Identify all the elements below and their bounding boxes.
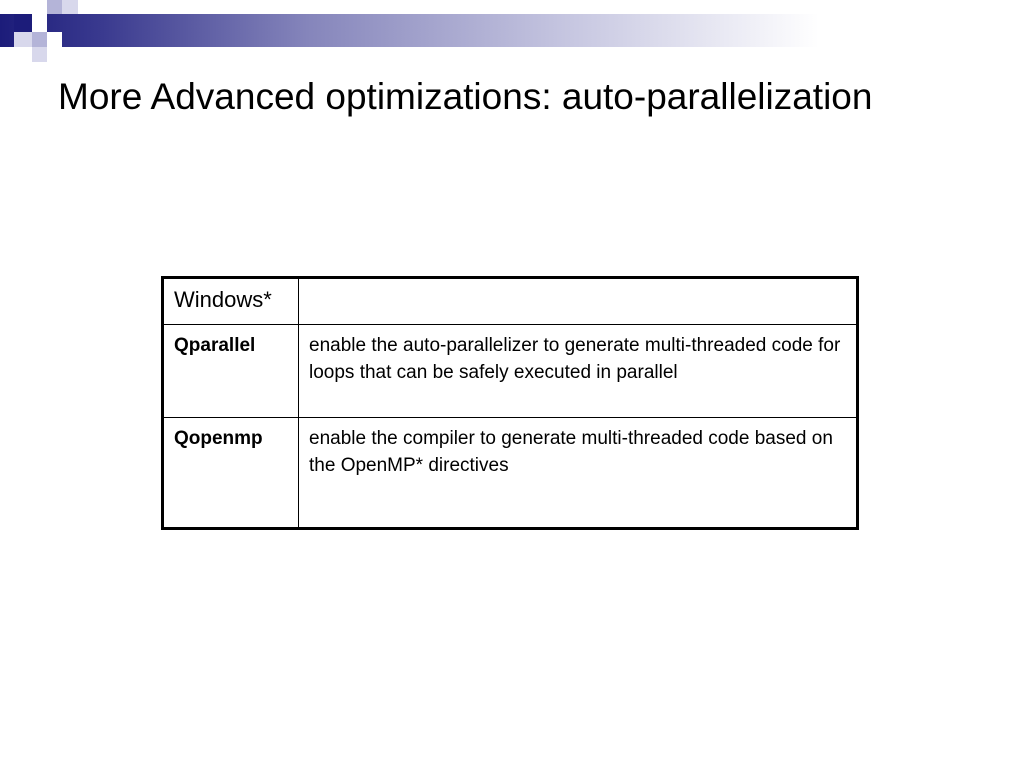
- decor-square-5: [32, 32, 47, 47]
- gradient-bar: [0, 14, 1024, 47]
- header-cell-platform: Windows*: [163, 278, 299, 325]
- table-row: [163, 417, 858, 528]
- decor-square-2: [47, 0, 62, 14]
- option-name: Qopenmp: [163, 417, 299, 528]
- option-description: enable the compiler to generate multi-threaded code based on the OpenMP* directives: [299, 417, 858, 528]
- decor-square-6: [47, 32, 62, 47]
- decor-square-3: [62, 0, 78, 14]
- option-name: Qparallel: [163, 324, 299, 417]
- table-header-row: [163, 278, 858, 325]
- decor-square-7: [14, 32, 32, 47]
- decor-square-4: [32, 14, 47, 32]
- slide-title: More Advanced optimizations: auto-parallelization: [58, 76, 873, 117]
- header-cell-empty: [299, 278, 858, 325]
- decor-square-1: [14, 14, 32, 32]
- options-table: [161, 276, 859, 530]
- table-row: [163, 324, 858, 417]
- decor-square-8: [32, 47, 47, 62]
- option-description: enable the auto-parallelizer to generate multi-threaded code for loops that can be safely executed in parallel: [299, 324, 858, 417]
